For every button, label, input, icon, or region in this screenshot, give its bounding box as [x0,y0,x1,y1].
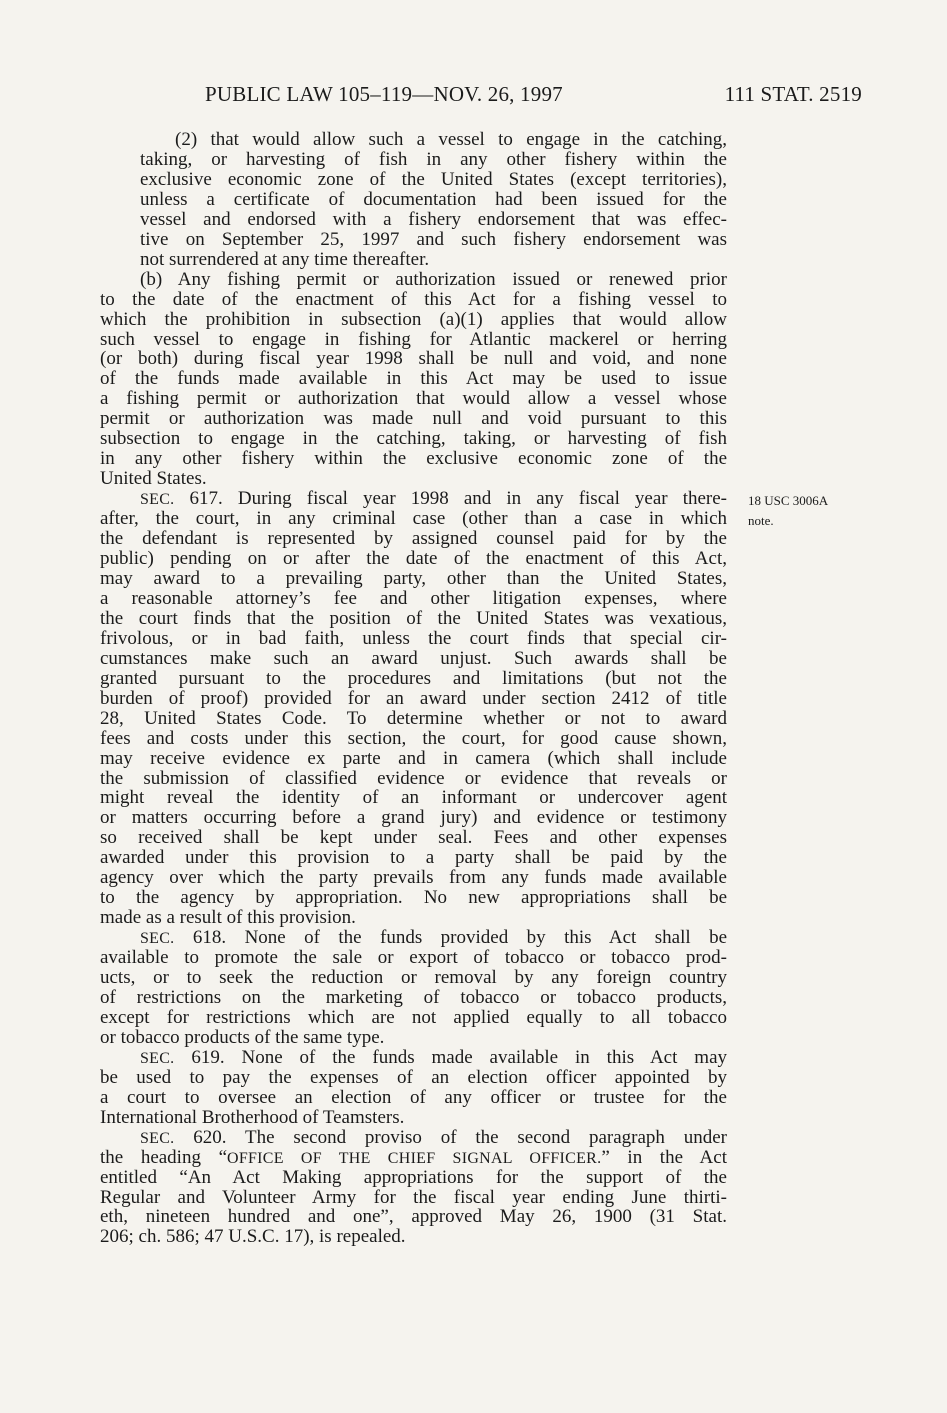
text-line: a court to oversee an election of any officer or trustee for the [100,1087,727,1108]
document-body [0,130,947,1247]
paragraph-subsection-b [0,270,947,489]
text-line: the court finds that the position of the United States was vexatious, [100,608,727,629]
text-line: subsection to engage in the catching, taking, or harvesting of fish [100,429,727,450]
text-line: vessel and endorsed with a fishery endorsement that was effec- [140,209,727,230]
section-label: SEC. [140,930,175,948]
text-line: in any other fishery within the exclusive economic zone of the [100,449,727,470]
text-line: such vessel to engage in fishing for Atlantic mackerel or herring [100,329,727,350]
text-line: fees and costs under this section, the court, for good cause shown, [100,728,727,749]
text-line: the submission of classified evidence or evidence that reveals or [100,768,727,789]
section-text: 618. None of the funds provided by this Act shall be [192,928,727,949]
text-line: cumstances make such an award unjust. Such awards shall be [100,648,727,669]
text-line [100,1148,727,1168]
text-line: not surrendered at any time thereafter. [140,249,430,270]
margin-note-suffix: note. [748,512,774,528]
running-header-law: PUBLIC LAW 105–119—NOV. 26, 1997 [205,82,563,106]
heading-small-caps: OFFICE OF THE CHIEF SIGNAL OFFICER. [227,1149,602,1167]
text-line: awarded under this provision to a party shall be paid by the [100,848,727,869]
text-line: unless a certificate of documentation had been issued for the [140,189,727,210]
text-line: burden of proof) provided for an award under section 2412 of title [100,688,727,709]
section-text: 619. None of the funds made available in this Act may [191,1047,727,1068]
heading-suffix: ” in the Act [601,1147,727,1168]
text-line: (2) that would allow such a vessel to engage in the catching, [175,130,727,150]
text-line: the defendant is represented by assigned counsel paid for by the [100,529,727,550]
text-line: 206; ch. 586; 47 U.S.C. 17), is repealed. [100,1227,406,1248]
section-617 [0,489,947,928]
text-line: to the date of the enactment of this Act for a fishing vessel to [100,289,727,310]
section-label: SEC. [140,491,175,509]
text-line: or tobacco products of the same type. [100,1027,385,1048]
text-line: public) pending on or after the date of the enactment of this Act, [100,549,727,569]
text-line: agency over which the party prevails from any funds made available [100,868,727,889]
text-line: after, the court, in any criminal case (other than a case in which [100,509,727,530]
heading-prefix: the heading “ [100,1147,227,1168]
text-line: made as a result of this provision. [100,908,356,929]
text-line [140,928,727,948]
text-line: International Brotherhood of Teamsters. [100,1107,405,1128]
section-619 [0,1048,947,1128]
text-line: (or both) during fiscal year 1998 shall be null and void, and none [100,349,727,370]
running-header-page-number: 111 STAT. 2519 [724,82,862,106]
section-label: SEC. [140,1049,175,1067]
paragraph-subsection-2 [0,130,947,270]
text-line: permit or authorization was made null and void pursuant to this [100,409,727,430]
text-line: may award to a prevailing party, other than the United States, [100,568,727,589]
text-line: (b) Any fishing permit or authorization issued or renewed prior [140,269,727,290]
text-line: entitled “An Act Making appropriations for the support of the [100,1167,727,1188]
section-label: SEC. [140,1129,175,1147]
section-618 [0,928,947,1048]
text-line [140,1048,727,1068]
text-line [140,1128,727,1148]
text-line: or matters occurring before a grand jury) and evidence or testimony [100,808,727,829]
text-line: United States. [100,469,207,490]
text-line: of restrictions on the marketing of tobacco or tobacco products, [100,987,727,1008]
text-line: frivolous, or in bad faith, unless the court finds that special cir- [100,628,727,649]
text-line: so received shall be kept under seal. Fees and other expenses [100,828,727,849]
text-line: might reveal the identity of an informant or undercover agent [100,788,727,809]
text-line: to the agency by appropriation. No new appropriations shall be [100,888,727,909]
text-line: may receive evidence ex parte and in camera (which shall include [100,748,727,769]
margin-note-citation: 18 USC 3006A [748,493,829,508]
text-line: taking, or harvesting of fish in any other fishery within the [140,149,727,170]
section-text: 620. The second proviso of the second paragraph under [193,1127,727,1148]
text-line: which the prohibition in subsection (a)(1) applies that would allow [100,309,727,330]
text-line: tive on September 25, 1997 and such fishery endorsement was [140,229,727,250]
text-line: a fishing permit or authorization that would allow a vessel whose [100,389,727,410]
text-line: of the funds made available in this Act may be used to issue [100,369,727,390]
text-line [140,489,727,509]
text-line: Regular and Volunteer Army for the fiscal year ending June thirti- [100,1187,727,1208]
section-620 [0,1128,947,1248]
text-line: exclusive economic zone of the United States (except territories), [140,169,727,190]
text-line: be used to pay the expenses of an election officer appointed by [100,1067,727,1088]
text-line: available to promote the sale or export of tobacco or tobacco prod- [100,948,727,969]
text-line: eth, nineteen hundred and one”, approved May 26, 1900 (31 Stat. [100,1207,727,1228]
text-line: a reasonable attorney’s fee and other litigation expenses, where [100,588,727,609]
text-line: except for restrictions which are not applied equally to all tobacco [100,1007,727,1028]
section-text: 617. During fiscal year 1998 and in any fiscal year there- [189,489,727,510]
text-line: ucts, or to seek the reduction or removal by any foreign country [100,968,727,988]
text-line: granted pursuant to the procedures and limitations (but not the [100,668,727,689]
text-line: 28, United States Code. To determine whether or not to award [100,708,727,729]
